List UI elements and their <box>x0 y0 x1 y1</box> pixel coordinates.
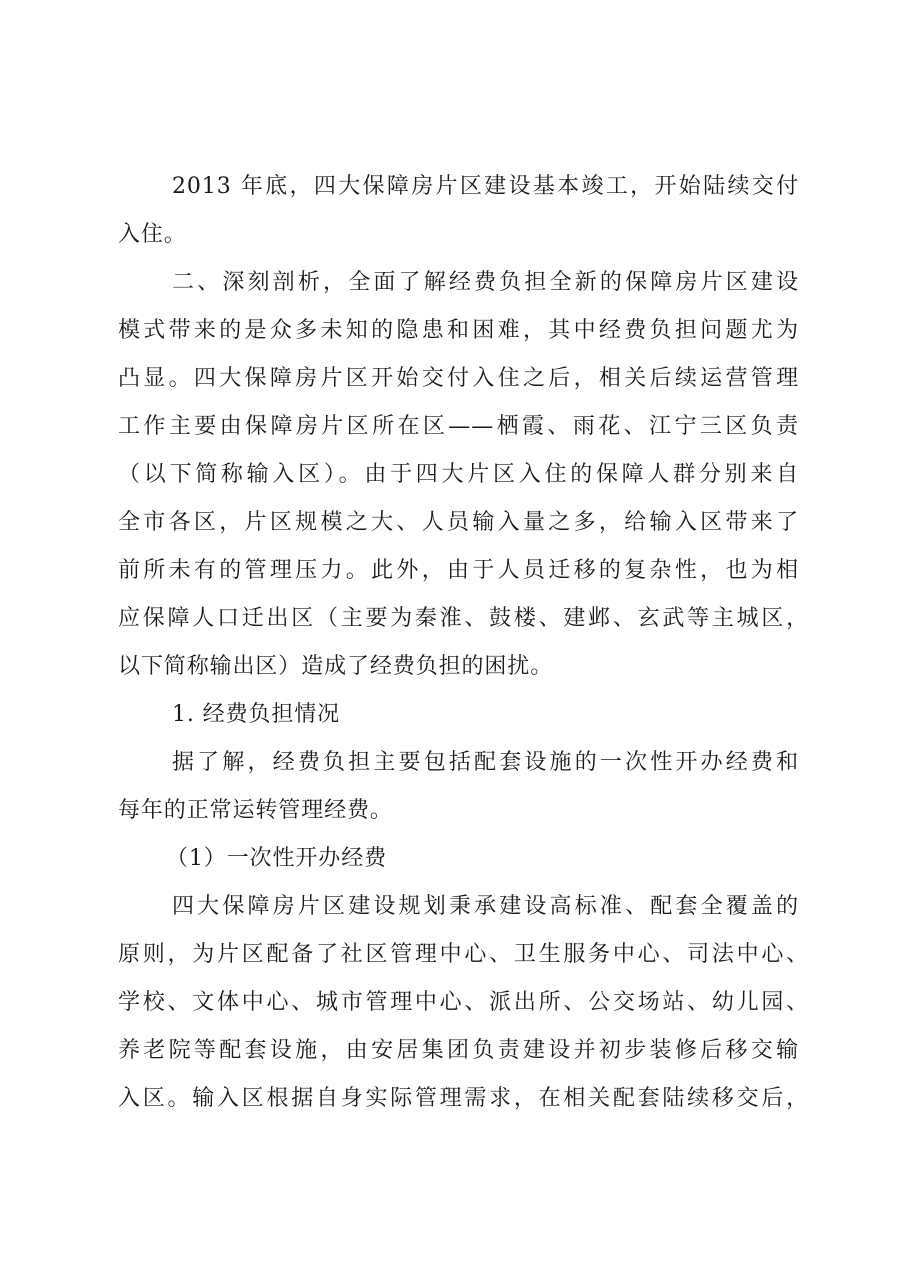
section-2-line-8: 应保障人口迁出区（主要为秦淮、鼓楼、建邺、玄武等主城区， <box>118 606 809 631</box>
item-1-heading: （1）一次性开办经费 <box>166 846 387 871</box>
paragraph-1-line-2: 入住。 <box>118 222 187 247</box>
subsection-1-line-1: 据了解，经费负担主要包括配套设施的一次性开办经费和 <box>172 750 799 775</box>
subsection-1-heading: 1. 经费负担情况 <box>172 702 341 727</box>
paragraph-1-line-1: 2013 年底，四大保障房片区建设基本竣工，开始陆续交付 <box>172 174 799 199</box>
section-2-line-5: （以下简称输入区）。由于四大片区入住的保障人群分别来自 <box>118 462 799 487</box>
subsection-1-line-2: 每年的正常运转管理经费。 <box>118 798 393 823</box>
section-2-line-9: 以下简称输出区）造成了经费负担的困扰。 <box>118 654 554 679</box>
item-1-line-3: 学校、文体中心、城市管理中心、派出所、公交场站、幼儿园、 <box>118 990 809 1015</box>
section-2-line-7: 前所未有的管理压力。此外，由于人员迁移的复杂性，也为相 <box>118 558 799 583</box>
item-1-line-4: 养老院等配套设施，由安居集团负责建设并初步装修后移交输 <box>118 1038 799 1063</box>
section-2-line-2: 模式带来的是众多未知的隐患和困难，其中经费负担问题尤为 <box>118 318 799 343</box>
section-2-heading-line: 二、深刻剖析，全面了解经费负担全新的保障房片区建设 <box>172 270 799 295</box>
section-2-line-4: 工作主要由保障房片区所在区——栖霞、雨花、江宁三区负责 <box>118 414 799 439</box>
item-1-line-2: 原则，为片区配备了社区管理中心、卫生服务中心、司法中心、 <box>118 942 809 967</box>
section-2-line-3: 凸显。四大保障房片区开始交付入住之后，相关后续运营管理 <box>118 366 799 391</box>
item-1-line-1: 四大保障房片区建设规划秉承建设高标准、配套全覆盖的 <box>172 894 799 919</box>
item-1-line-5: 入区。输入区根据自身实际管理需求，在相关配套陆续移交后， <box>118 1086 809 1111</box>
section-2-line-6: 全市各区，片区规模之大、人员输入量之多，给输入区带来了 <box>118 510 799 535</box>
